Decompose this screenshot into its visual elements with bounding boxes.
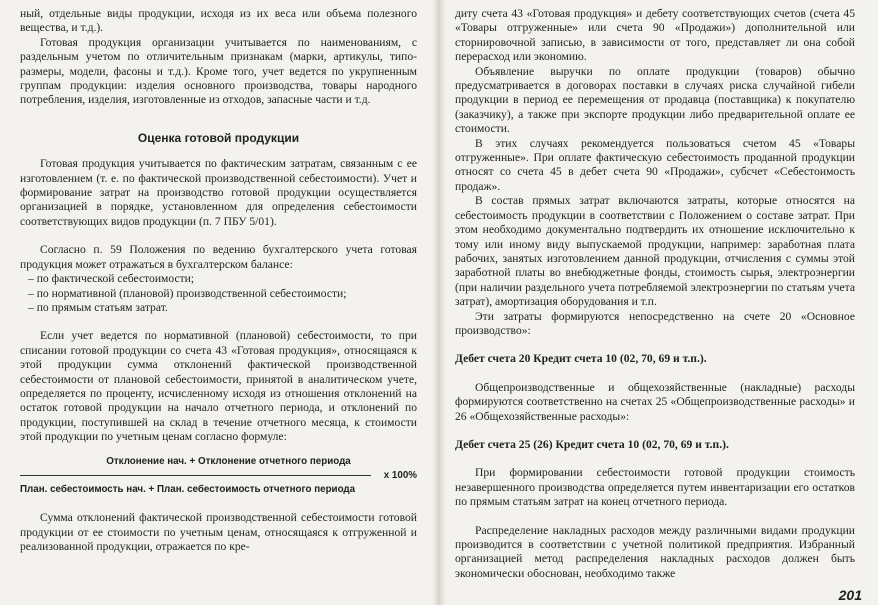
page-number: 201 (838, 587, 862, 603)
right-paragraph-2: Объявление выручки по оплате продукции (товаров) обычно предусматривается в договорах поставки в случаях риска случайной гибели продукции в период ее перемещения от продавца (поставщика) к покупателю (заказчику), а также при экспорте продукции либо предварительной оплате ее стоимости. (455, 64, 855, 136)
bullet-item-2: – по нормативной (плановой) производственной себестоимости; (28, 286, 347, 300)
formula-multiplier: x 100% (383, 469, 417, 481)
left-paragraph-3: Готовая продукция учитывается по фактическим затратам, связанным с ее изготовлением (т. е. по фактической производственной себестоимости). Учет и формирование затрат на производство готовой продукции осуществляется организацией в порядке, установленном для определения себестоимости соответствующих видов продукции (п. 7 ПБУ 5/01). (20, 157, 417, 228)
right-paragraph-4: В состав прямых затрат включаются затраты, которые относятся на себестоимость продукции в соответствии с Положением о составе затрат. При этом необходимо документально подтвердить их отношение исключительно к тому или иному виду выпускаемой продукции, например: заработная плата рабочих, занятых изготовлением данной продукции, отчисления с суммы этой заработной платы во внебюджетные фонды, стоимость сырья, электроэнергии (при наличии раздельного учета потребляемой электроэнергии по статьям учета затрат), амортизация оборудования и т.п. (455, 194, 855, 309)
formula-numerator: Отклонение нач. + Отклонение отчетного периода (106, 455, 351, 467)
accounting-entry-2: Дебет счета 25 (26) Кредит счета 10 (02, 70, 69 и т.п.). (455, 437, 729, 451)
formula (20, 455, 417, 498)
right-paragraph-7: При формировании себестоимости готовой продукции стоимость незавершенного производства определяется путем инвентаризации его остатков по прямым статьям затрат на конец отчетного периода. (455, 466, 855, 509)
left-paragraph-2: Готовая продукция организации учитывается по наименованиям, с раздельным учетом по отличительным признакам (марки, артикулы, типо-размеры, модели, фасоны и т.д.). Кроме того, учет ведется по укрупненным группам продукции: изделия основного производства, товары народного потребления, изделия, изготовленные из отходов, запасные части и т.д. (20, 35, 417, 107)
right-paragraph-3: В этих случаях рекомендуется пользоваться счетом 45 «Товары отгруженные». При оплате фактическую себестоимость проданной продукции относят со счета 45 в дебет счета 90 «Продажи», субсчет «Себестоимость продаж». (455, 136, 855, 193)
formula-denominator: План. себестоимость нач. + План. себестоимость отчетного периода (20, 483, 356, 495)
left-paragraph-5: Если учет ведется по нормативной (плановой) себестоимости, то при списании готовой продукции со счета 43 «Готовая продукция», относящаяся к этой продукции сумма отклонений фактической производственной себестоимости от плановой себестоимости, принятой в аналитическом учете, определяется по проценту, исчисленному исходя из отношения отклонений на остаток готовой продукции на начало отчетного периода, и отклонений по продукции, поступившей на склад в течение отчетного месяца, к стоимости этой продукции по учетным ценам согласно формуле: (20, 329, 417, 444)
right-paragraph-6: Общепроизводственные и общехозяйственные (накладные) расходы формируются соответственно на счетах 25 «Общепроизводственные расходы» и 26 «Общехозяйственные расходы»: (455, 380, 855, 423)
section-heading: Оценка готовой продукции (137, 130, 300, 145)
left-paragraph-4: Согласно п. 59 Положения по ведению бухгалтерского учета готовая продукция может отражаться в бухгалтерском балансе: (20, 243, 417, 271)
bullet-item-3: – по прямым статьям затрат. (28, 300, 168, 314)
book-gutter (432, 0, 446, 605)
left-paragraph-1: ный, отдельные виды продукции, исходя из их веса или объема полезного вещества, и т.д.). (20, 7, 417, 35)
left-paragraph-6: Сумма отклонений фактической производственной себестоимости готовой продукции от ее стоимости по учетным ценам, относящаяся к отгруженной и реализованной продукции, отражается по кре- (20, 511, 417, 554)
formula-fraction-line (20, 469, 417, 483)
left-page (20, 0, 417, 555)
right-paragraph-1: диту счета 43 «Готовая продукция» и дебету соответствующих счетов (счета 45 «Товары отгруженные» или счета 90 «Продажи») дополнительной или сторнировочной записью, в зависимости от того, представляет ли она собой перерасход или экономию. (455, 7, 855, 64)
bullet-item-1: – по фактической себестоимости; (28, 272, 195, 286)
right-paragraph-5: Эти затраты формируются непосредственно на счете 20 «Основное производство»: (455, 309, 855, 337)
accounting-entry-1: Дебет счета 20 Кредит счета 10 (02, 70, 69 и т.п.). (455, 352, 707, 366)
right-page (455, 0, 855, 581)
fraction-bar (20, 475, 371, 476)
right-paragraph-8: Распределение накладных расходов между различными видами продукции производится в соответствии с учетной политикой предприятия. Избранный организацией метод распределения накладных расходов должен быть экономически обоснован, необходимо также (455, 523, 855, 580)
